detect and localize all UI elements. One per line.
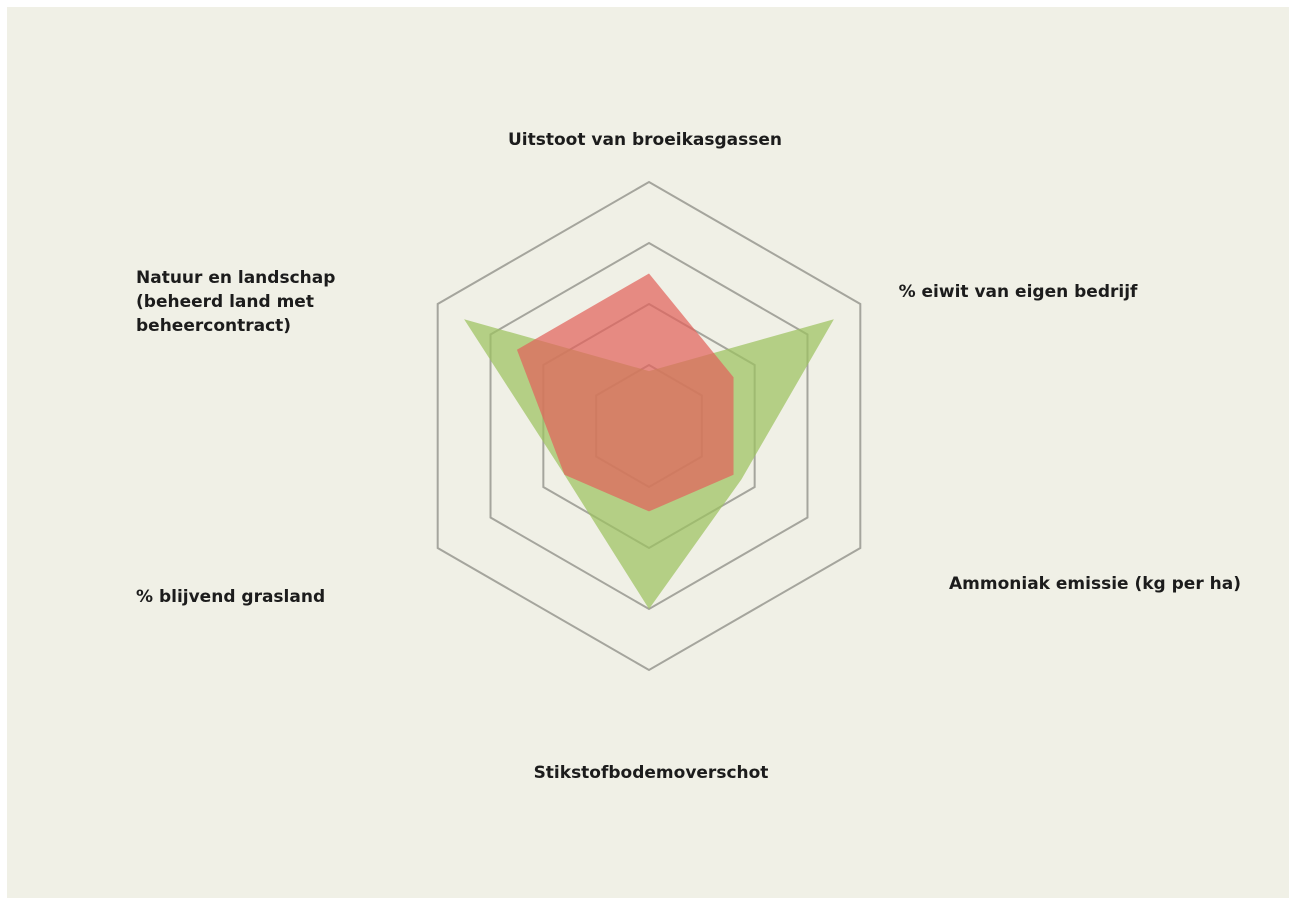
axis-label-line: beheercontract) xyxy=(136,316,292,336)
axis-label-line: Natuur en landschap xyxy=(136,268,336,288)
chart-panel xyxy=(7,7,1289,898)
axis-label-line: % eiwit van eigen bedrijf xyxy=(898,282,1138,302)
axis-label-line: % blijvend grasland xyxy=(136,587,326,607)
radar-chart xyxy=(7,7,1289,898)
axis-label-line: Uitstoot van broeikasgassen xyxy=(508,130,782,150)
axis-label-3 xyxy=(949,574,1241,594)
axis-label-line: Ammoniak emissie (kg per ha) xyxy=(949,574,1241,594)
axis-label-5 xyxy=(136,587,325,607)
axis-label-1 xyxy=(508,130,782,150)
axis-label-line: (beheerd land met xyxy=(136,292,314,312)
axis-label-line: Stikstofbodemoverschot xyxy=(533,763,769,783)
axis-label-4 xyxy=(534,763,769,783)
axis-label-2 xyxy=(899,282,1138,302)
